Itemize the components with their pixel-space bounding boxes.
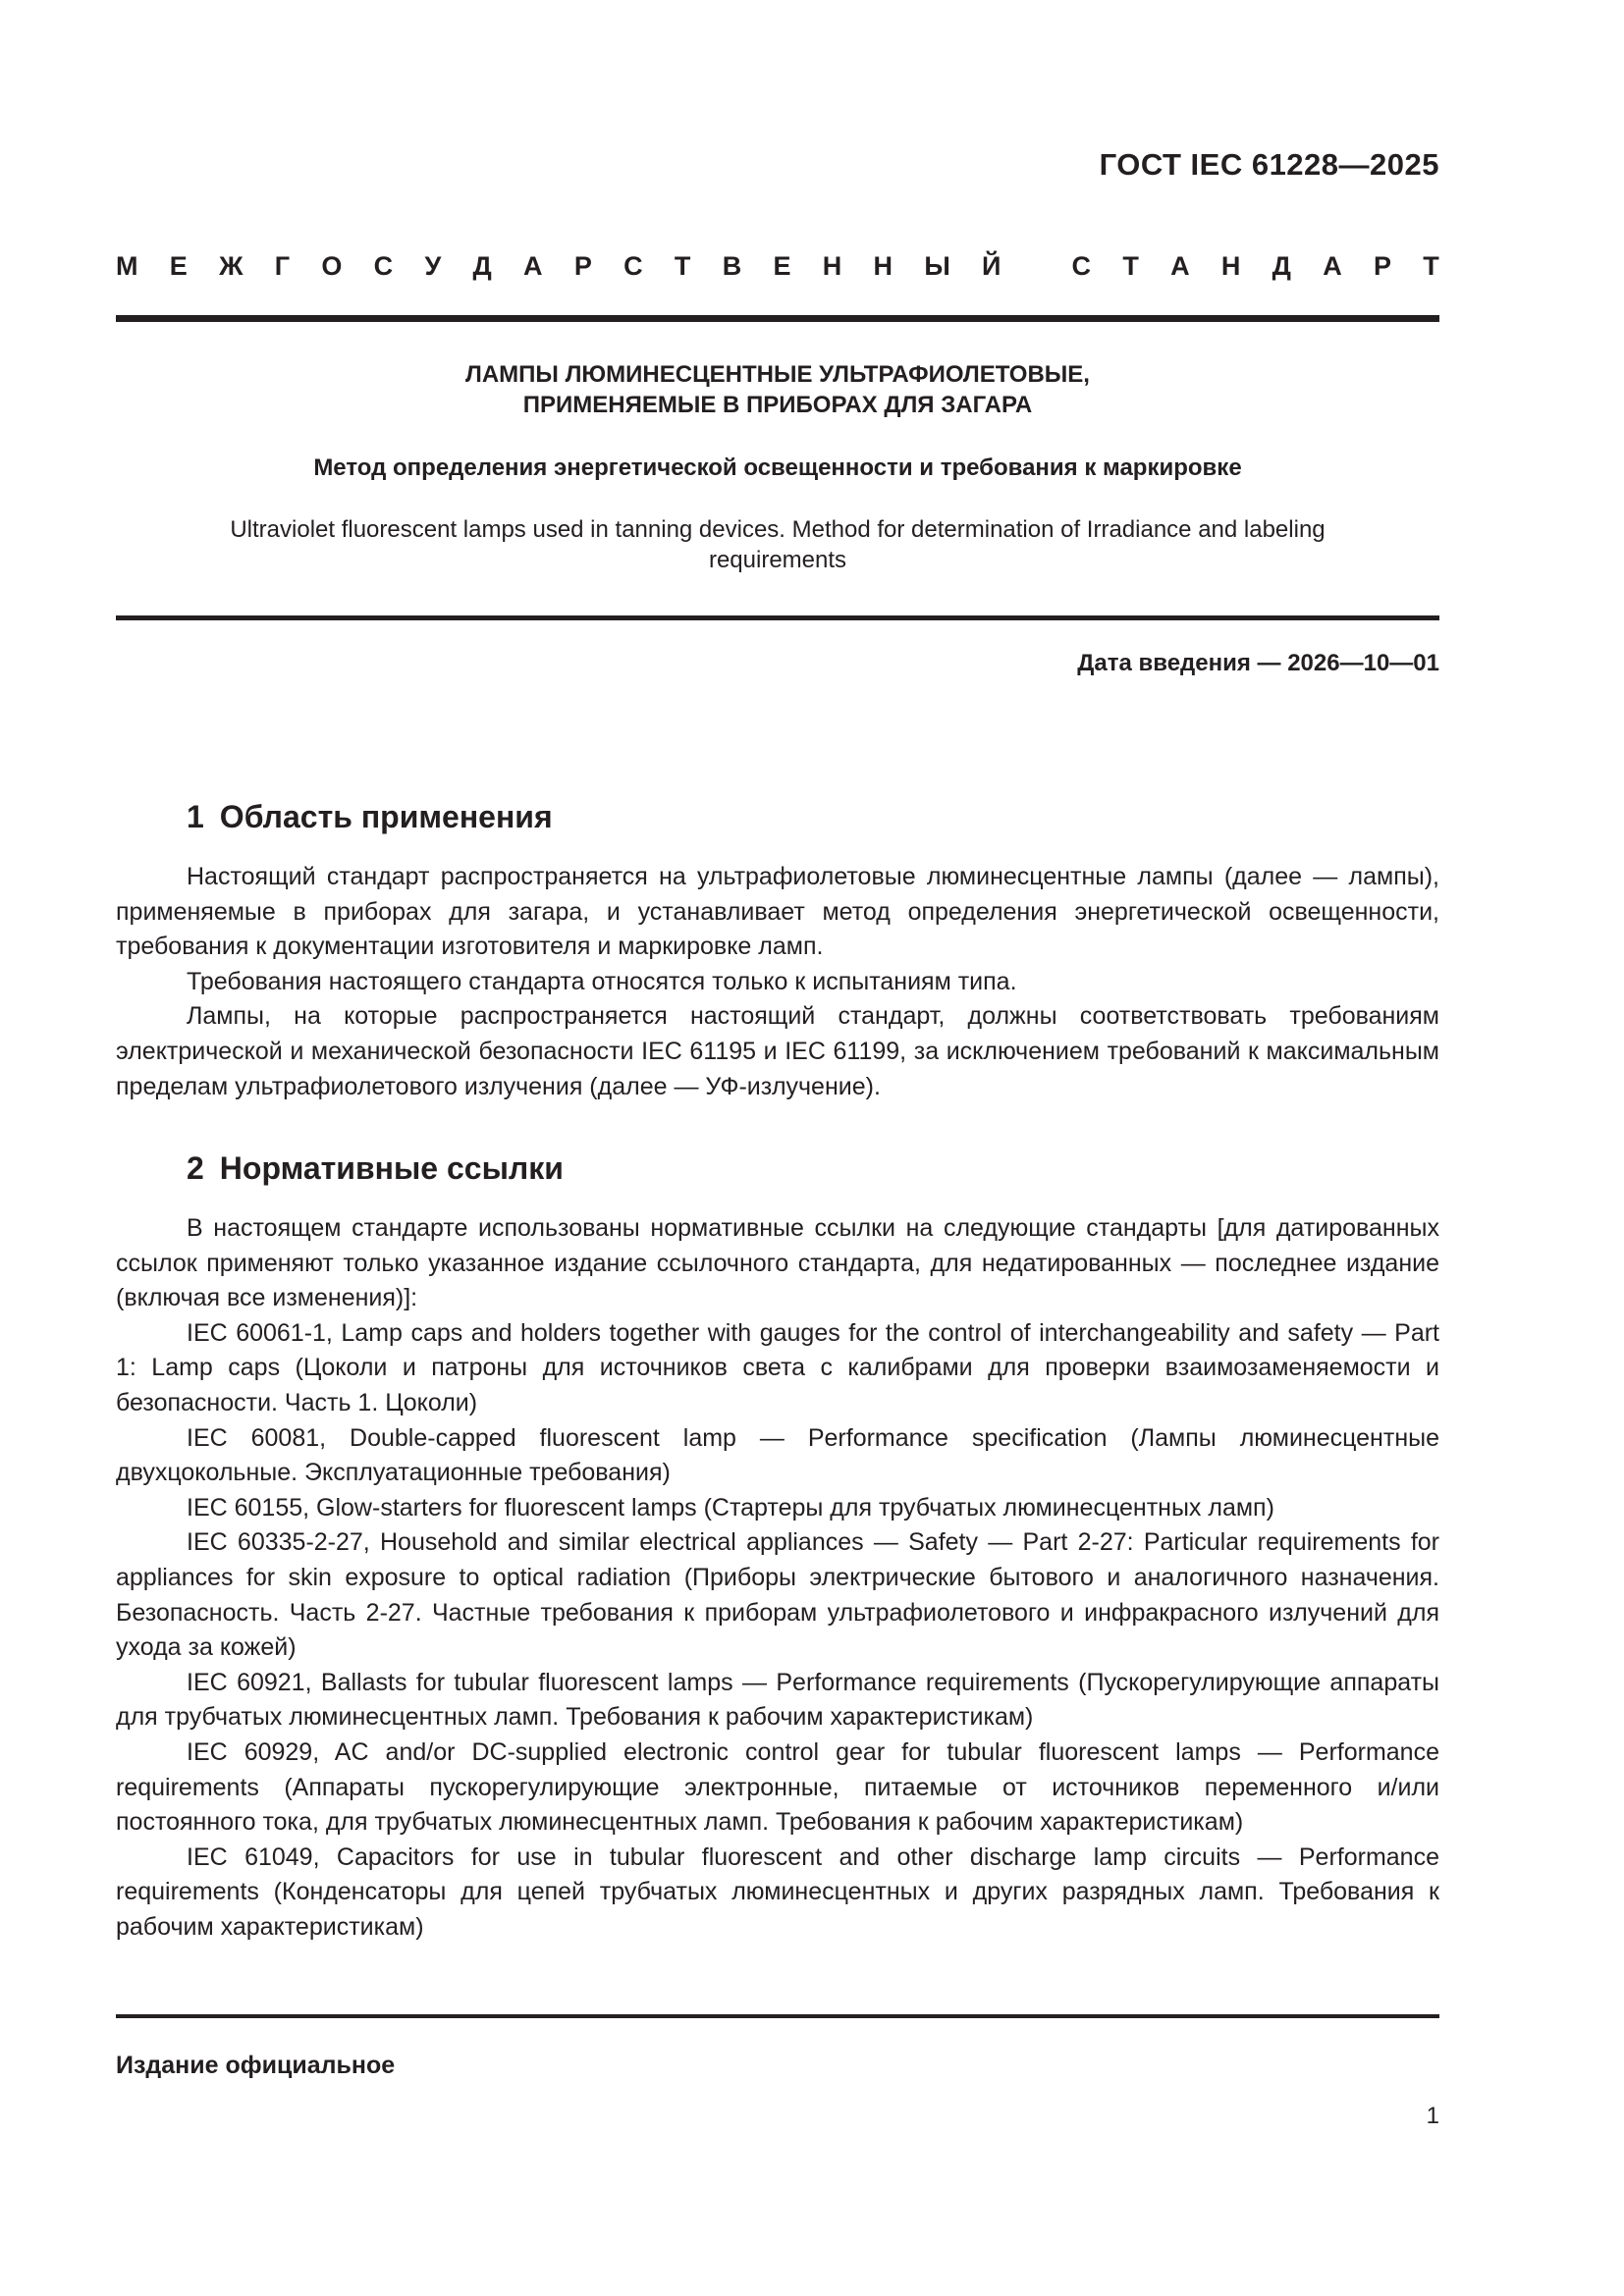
category-letter: У: [424, 251, 442, 281]
paragraph: В настоящем стандарте использованы нормативные ссылки на следующие стандарты [для датированных ссылок применяют только указанное издание ссылочного стандарта, для недатированных — последнее издание (включая все изменения)]:: [116, 1214, 1439, 1312]
category-letter: Е: [773, 251, 791, 281]
paragraph: Настоящий стандарт распространяется на ультрафиолетовые люминесцентные лампы (далее — лампы), применяемые в приборах для загара, и устанавливает метод определения энергетической освещенности, требования к документации изготовителя и маркировке ламп.: [116, 863, 1439, 961]
section-title: Область применения: [219, 799, 553, 834]
category-letter: Д: [472, 251, 492, 281]
category-letter: Ы: [924, 251, 950, 281]
category-letter: Т: [674, 251, 691, 281]
title-ru-line: ПРИМЕНЯЕМЫЕ В ПРИБОРАХ ДЛЯ ЗАГАРА: [522, 392, 1033, 418]
category-letter: Р: [573, 251, 592, 281]
section-1-body: [116, 860, 1439, 1104]
category-letter: Г: [274, 251, 291, 281]
paragraph: Лампы, на которые распространяется настоящий стандарт, должны соответствовать требованиям электрической и механической безопасности IEC 61195 и IEC 61199, за исключением требований к максимальным пределам ультрафиолетового излучения (далее — УФ-излучение).: [116, 1002, 1439, 1100]
reference-item: IEC 60061-1, Lamp caps and holders together with gauges for the control of interchangeability and safety — Part 1: Lamp caps (Цоколи и патроны для источников света с калибрами для проверки взаимозаменяемости и безопасности. Часть 1. Цоколи): [116, 1318, 1439, 1416]
category-letter: Е: [169, 251, 188, 281]
category-letter: С: [1071, 251, 1092, 281]
introduction-date: Дата введения — 2026—10—01: [1077, 650, 1439, 676]
category-letter: Н: [822, 251, 842, 281]
reference-item: IEC 60921, Ballasts for tubular fluorescent lamps — Performance requirements (Пускорегулирующие аппараты для трубчатых люминесцентных ламп. Требования к рабочим характеристикам): [116, 1668, 1439, 1732]
category-letter: О: [321, 251, 343, 281]
section-1-heading: [187, 799, 553, 835]
title-en-line: requirements: [708, 547, 847, 573]
category-letter: А: [1170, 251, 1190, 281]
paragraph: Требования настоящего стандарта относятся только к испытаниям типа.: [187, 967, 1017, 995]
title-en-line: Ultraviolet fluorescent lamps used in tanning devices. Method for determination of Irradiance and labeling: [230, 516, 1326, 543]
reference-item: IEC 60155, Glow-starters for fluorescent lamps (Стартеры для трубчатых люминесцентных ламп): [187, 1493, 1274, 1522]
document-title-ru: [116, 359, 1439, 420]
section-title: Нормативные ссылки: [219, 1150, 564, 1186]
title-divider: [116, 615, 1439, 620]
footer-divider: [116, 2014, 1439, 2018]
category-letter: М: [116, 251, 138, 281]
standard-category: [116, 251, 1439, 282]
category-letter: В: [722, 251, 742, 281]
document-subtitle-ru: Метод определения энергетической освещенности и требования к маркировке: [313, 454, 1242, 481]
category-letter: Т: [1122, 251, 1139, 281]
category-letter: Р: [1373, 251, 1391, 281]
page-number: 1: [1426, 2103, 1439, 2129]
category-letter: С: [373, 251, 394, 281]
official-edition-label: Издание официальное: [116, 2052, 396, 2079]
reference-item: IEC 60081, Double-capped fluorescent lamp — Performance specification (Лампы люминесцентные двухцокольные. Эксплуатационные требования): [116, 1423, 1439, 1487]
category-letter: А: [523, 251, 543, 281]
standard-designation: ГОСТ IEC 61228—2025: [1099, 147, 1439, 182]
category-letter: С: [623, 251, 643, 281]
section-number: 2: [187, 1150, 204, 1186]
category-letter: Н: [1220, 251, 1241, 281]
header-divider: [116, 315, 1439, 322]
category-letter: Й: [982, 251, 1001, 281]
category-letter: Н: [873, 251, 893, 281]
reference-item: IEC 60929, AC and/or DC-supplied electronic control gear for tubular fluorescent lamps — Performance requirements (Аппараты пускорегулирующие электронные, питаемые от источников переменного и/или постоянного тока, для трубчатых люминесцентных ламп. Требования к рабочим характеристикам): [116, 1737, 1439, 1837]
category-letter: А: [1323, 251, 1342, 281]
section-2-body: [116, 1211, 1439, 1945]
category-letter: Д: [1272, 251, 1291, 281]
category-gap: [1033, 251, 1041, 282]
category-letter: Ж: [219, 251, 244, 281]
reference-item: IEC 60335-2-27, Household and similar electrical appliances — Safety — Part 2-27: Particular requirements for appliances for skin exposure to optical radiation (Приборы электрические бытового и аналогичного назначения. Безопасность. Часть 2-27. Частные требования к приборам ультрафиолетового и инфракрасного излучений для ухода за кожей): [116, 1528, 1439, 1662]
document-title-en: [116, 514, 1439, 575]
category-letter: Т: [1423, 251, 1439, 281]
reference-item: IEC 61049, Capacitors for use in tubular fluorescent and other discharge lamp circuits — Performance requirements (Конденсаторы для цепей трубчатых люминесцентных и других разрядных ламп. Требования к рабочим характеристикам): [116, 1842, 1439, 1941]
section-number: 1: [187, 799, 204, 834]
title-ru-line: ЛАМПЫ ЛЮМИНЕСЦЕНТНЫЕ УЛЬТРАФИОЛЕТОВЫЕ,: [465, 361, 1090, 388]
section-2-heading: [187, 1150, 564, 1187]
